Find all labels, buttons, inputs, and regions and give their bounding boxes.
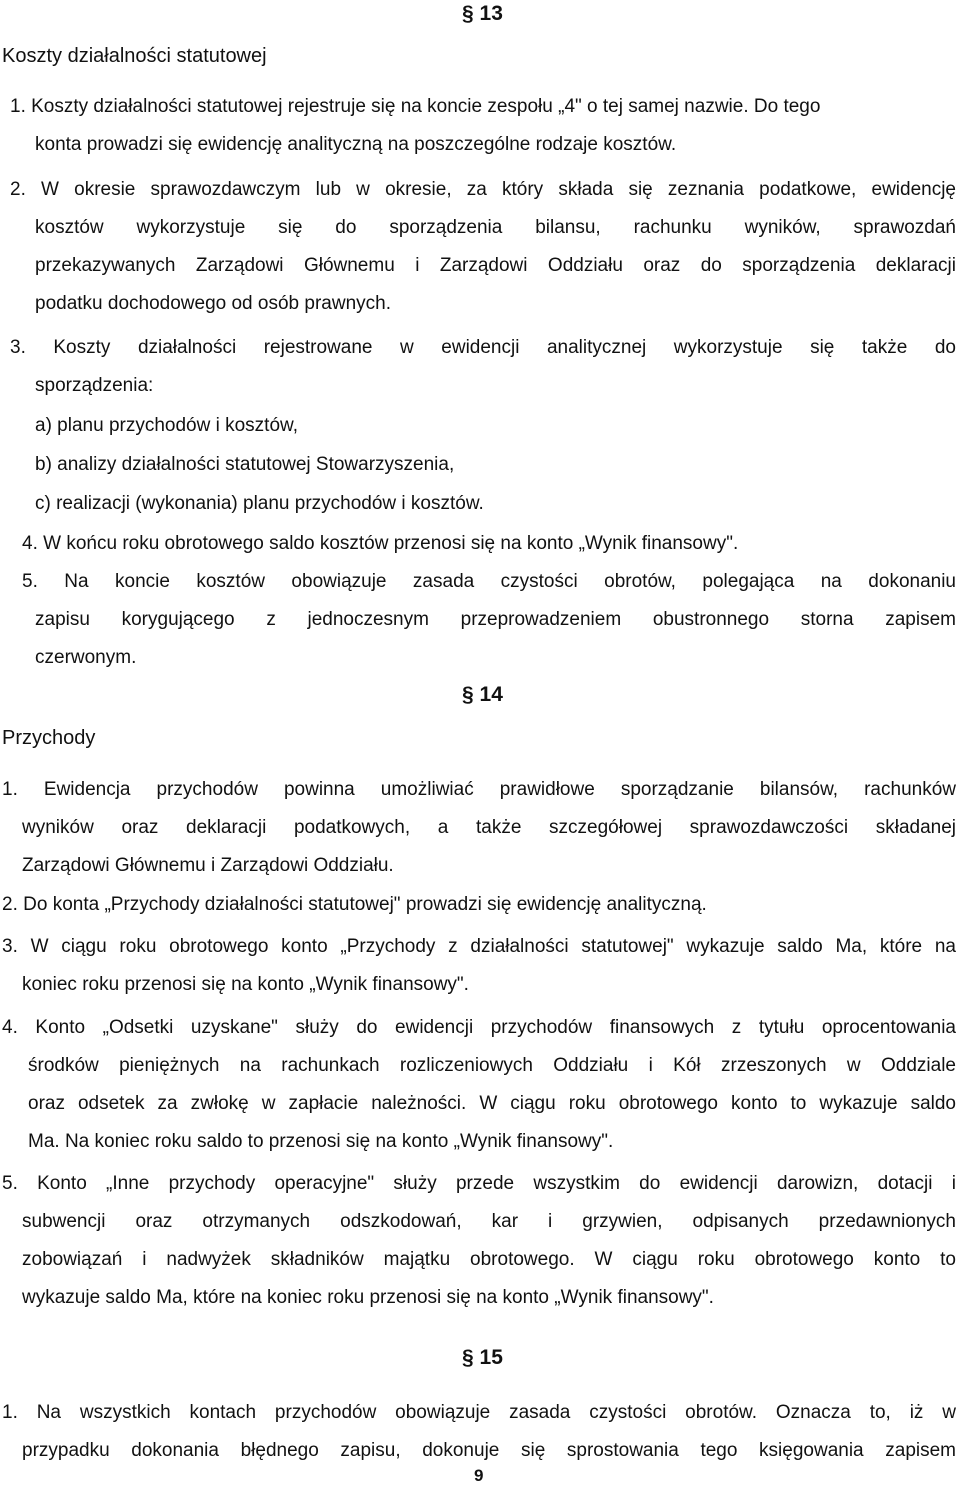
s14-p5-line1: 5. Konto „Inne przychody operacyjne" służy przede wszystkim do ewidencji darowizn, dotacji i (2, 1173, 956, 1194)
s14-p1-line1: 1. Ewidencja przychodów powinna umożliwiać prawidłowe sporządzanie bilansów, rachunków (2, 779, 956, 800)
section-mark-13: § 13 (462, 2, 503, 25)
s13-p3-item-c: c) realizacji (wykonania) planu przychodów i kosztów. (35, 493, 484, 514)
s14-p1-line2: wyników oraz deklaracji podatkowych, a także szczegółowej sprawozdawczości składanej (22, 817, 956, 838)
s14-p3-line1: 3. W ciągu roku obrotowego konto „Przychody z działalności statutowej" wykazuje saldo Ma, które na (2, 936, 956, 957)
s14-p2: 2. Do konta „Przychody działalności statutowej" prowadzi się ewidencję analityczną. (2, 894, 707, 915)
s13-p4: 4. W końcu roku obrotowego saldo kosztów przenosi się na konto „Wynik finansowy". (22, 533, 739, 554)
s14-p4-line4: Ma. Na koniec roku saldo to przenosi się na konto „Wynik finansowy". (28, 1131, 614, 1152)
s14-p3-line2: koniec roku przenosi się na konto „Wynik finansowy". (22, 974, 469, 995)
s13-p3-line2: sporządzenia: (35, 375, 154, 396)
s13-p2-line3: przekazywanych Zarządowi Głównemu i Zarządowi Oddziału oraz do sporządzenia deklaracji (35, 255, 956, 276)
s14-p4-line3: oraz odsetek za zwłokę w zapłacie należności. W ciągu roku obrotowego konto to wykazuje saldo (28, 1093, 956, 1114)
s13-p1-line1: 1. Koszty działalności statutowej rejestruje się na koncie zespołu „4" o tej samej nazwie. Do tego (10, 96, 821, 117)
s15-p1-line1: 1. Na wszystkich kontach przychodów obowiązuje zasada czystości obrotów. Oznacza to, iż w (2, 1402, 956, 1423)
s14-p1-line3: Zarządowi Głównemu i Zarządowi Oddziału. (22, 855, 394, 876)
s14-p4-line2: środków pieniężnych na rachunkach rozliczeniowych Oddziału i Kół zrzeszonych w Oddziale (28, 1055, 956, 1076)
section-mark-14: § 14 (462, 683, 503, 706)
s13-p2-line4: podatku dochodowego od osób prawnych. (35, 293, 391, 314)
s13-p5-line1: 5. Na koncie kosztów obowiązuje zasada czystości obrotów, polegająca na dokonaniu (22, 571, 956, 592)
s15-p1-line2: przypadku dokonania błędnego zapisu, dokonuje się sprostowania tego księgowania zapisem (22, 1440, 956, 1461)
s13-p1-line2: konta prowadzi się ewidencję analityczną na poszczególne rodzaje kosztów. (35, 134, 677, 155)
s13-p2-line1: 2. W okresie sprawozdawczym lub w okresie, za który składa się zeznania podatkowe, ewidencję (10, 179, 956, 200)
s13-p5-line2: zapisu korygującego z jednoczesnym przeprowadzeniem obustronnego storna zapisem (35, 609, 956, 630)
s14-p5-line2: subwencji oraz otrzymanych odszkodowań, kar i grzywien, odpisanych przedawnionych (22, 1211, 956, 1232)
s13-p2-line2: kosztów wykorzystuje się do sporządzenia bilansu, rachunku wyników, sprawozdań (35, 217, 956, 238)
s14-p5-line4: wykazuje saldo Ma, które na koniec roku przenosi się na konto „Wynik finansowy". (22, 1287, 714, 1308)
page-number: 9 (474, 1466, 484, 1485)
s14-p4-line1: 4. Konto „Odsetki uzyskane" służy do ewidencji przychodów finansowych z tytułu oprocentowania (2, 1017, 956, 1038)
section-mark-15: § 15 (462, 1346, 503, 1369)
s13-p5-line3: czerwonym. (35, 647, 137, 668)
section-title-koszty: Koszty działalności statutowej (2, 45, 267, 67)
s13-p3-item-b: b) analizy działalności statutowej Stowarzyszenia, (35, 454, 455, 475)
s13-p3-line1: 3. Koszty działalności rejestrowane w ewidencji analitycznej wykorzystuje się także do (10, 337, 956, 358)
section-title-przychody: Przychody (2, 727, 96, 749)
s13-p3-item-a: a) planu przychodów i kosztów, (35, 415, 298, 436)
s14-p5-line3: zobowiązań i nadwyżek składników majątku obrotowego. W ciągu roku obrotowego konto to (22, 1249, 956, 1270)
